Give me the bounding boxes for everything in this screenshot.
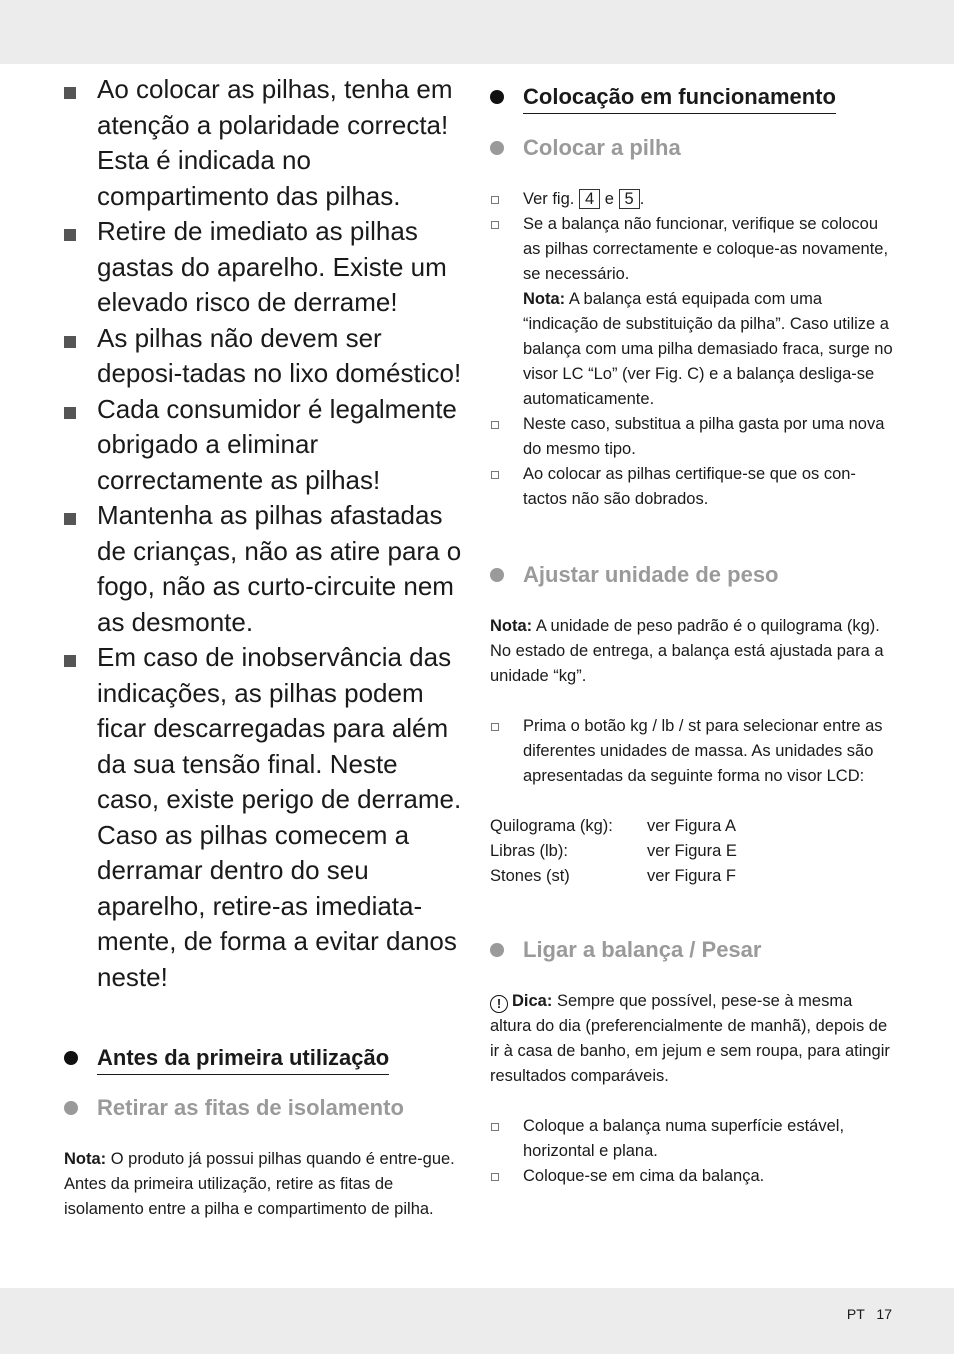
- table-row: Quilograma (kg): ver Figura A: [490, 817, 736, 835]
- tip-paragraph: ! Dica: Sempre que possível, pese-se à mesma altura do dia (preferencialmente de manhã), depois de ir à casa de banho, em jejum e sem roupa, para atingir resultados comparáveis.: [490, 992, 890, 1085]
- footer-band: [0, 1288, 954, 1354]
- left-column: [64, 72, 466, 1222]
- list-item: Ver fig. 4 e 5 .: [490, 187, 894, 212]
- list-item: Ao colocar as pilhas certifique-se que os con-tactos não são dobrados.: [490, 462, 894, 512]
- square-bullet-icon: [64, 655, 76, 667]
- units-table: [490, 814, 894, 889]
- battery-warnings-list: [64, 72, 466, 995]
- subsection-heading-weight-unit: Ajustar unidade de peso: [490, 560, 894, 590]
- section-heading-before-first-use: Antes da primeira utilização: [64, 1043, 466, 1075]
- checkbox-bullet-icon: [491, 196, 499, 204]
- list-item: As pilhas não devem ser deposi-tadas no lixo doméstico!: [64, 321, 466, 392]
- figure-ref-4: 4: [579, 189, 600, 209]
- list-item: Se a balança não funcionar, verifique se colocou as pilhas correctamente e coloque-as novamente, se necessário. Nota: A balança está equipada com uma “indicação de substituição da pilha”. Caso utilize a balança com uma pilha demasiado fraca, surge no visor LC “Lo” (ver Fig. C) e a balança desliga-se automaticamente.: [490, 212, 894, 412]
- list-item: Prima o botão kg / lb / st para selecionar entre as diferentes unidades de massa. As unidades são apresentadas da seguinte forma no visor LCD:: [490, 714, 894, 789]
- bullet-dot-icon: [490, 90, 504, 104]
- subsection-heading-remove-tapes: Retirar as fitas de isolamento: [64, 1093, 466, 1123]
- list-item: Em caso de inobservância das indicações, as pilhas podem ficar descarregadas para além da sua tensão final. Neste caso, existe perigo de derrame. Caso as pilhas comecem a derramar dentro do seu aparelho, retire-as imediata-mente, de forma a evitar danos neste!: [64, 640, 466, 995]
- bullet-dot-icon: [64, 1051, 78, 1065]
- checkbox-bullet-icon: [491, 421, 499, 429]
- weight-unit-steps: [490, 714, 894, 789]
- language-code: PT: [846, 1306, 865, 1322]
- checkbox-bullet-icon: [491, 1173, 499, 1181]
- note-paragraph: Nota: O produto já possui pilhas quando é entre-gue. Antes da primeira utilização, retire as fitas de isolamento entre a pilha e compartimento de pilha.: [64, 1150, 455, 1218]
- page-footer: [847, 1306, 892, 1322]
- header-band: [0, 0, 954, 64]
- bullet-dot-icon: [490, 568, 504, 582]
- square-bullet-icon: [64, 87, 76, 99]
- square-bullet-icon: [64, 336, 76, 348]
- note-paragraph: Nota: A unidade de peso padrão é o quilograma (kg). No estado de entrega, a balança está ajustada para a unidade “kg”.: [490, 617, 884, 685]
- figure-ref-5: 5: [619, 189, 640, 209]
- table-row: Stones (st) ver Figura F: [490, 867, 736, 885]
- page-number: 17: [876, 1306, 892, 1322]
- checkbox-bullet-icon: [491, 723, 499, 731]
- checkbox-bullet-icon: [491, 471, 499, 479]
- checkbox-bullet-icon: [491, 221, 499, 229]
- list-item: Neste caso, substitua a pilha gasta por uma nova do mesmo tipo.: [490, 412, 894, 462]
- square-bullet-icon: [64, 407, 76, 419]
- list-item: Mantenha as pilhas afastadas de crianças, não as atire para o fogo, não as curto-circuite nem as desmonte.: [64, 498, 466, 640]
- bullet-dot-icon: [490, 943, 504, 957]
- checkbox-bullet-icon: [491, 1123, 499, 1131]
- exclamation-icon: !: [490, 995, 508, 1013]
- list-item: Cada consumidor é legalmente obrigado a eliminar correctamente as pilhas!: [64, 392, 466, 499]
- list-item: Coloque-se em cima da balança.: [490, 1164, 894, 1189]
- bullet-dot-icon: [64, 1101, 78, 1115]
- right-column: [490, 82, 894, 1189]
- list-item: Coloque a balança numa superfície estável, horizontal e plana.: [490, 1114, 894, 1164]
- square-bullet-icon: [64, 229, 76, 241]
- insert-battery-steps: [490, 187, 894, 512]
- table-row: Libras (lb): ver Figura E: [490, 842, 737, 860]
- weigh-steps: [490, 1114, 894, 1189]
- list-item: Ao colocar as pilhas, tenha em atenção a polaridade correcta! Esta é indicada no compartimento das pilhas.: [64, 72, 466, 214]
- section-heading-operation: Colocação em funcionamento: [490, 82, 894, 114]
- subsection-heading-insert-battery: Colocar a pilha: [490, 133, 894, 163]
- list-item: Retire de imediato as pilhas gastas do aparelho. Existe um elevado risco de derrame!: [64, 214, 466, 321]
- bullet-dot-icon: [490, 141, 504, 155]
- square-bullet-icon: [64, 513, 76, 525]
- subsection-heading-weigh: Ligar a balança / Pesar: [490, 935, 894, 965]
